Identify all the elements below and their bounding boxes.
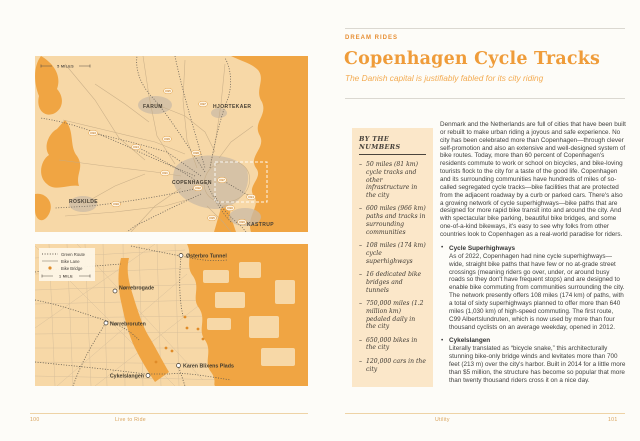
legend-bike-bridge-label: Bike Bridge [61, 265, 83, 271]
city-map-legend [39, 248, 95, 281]
route-badge: C94 [248, 195, 254, 200]
section-body: As of 2022, Copenhagen had nine cycle superhighways—wide, straight bike paths that have few or no at-grade street crossings (meaning riders go over, under, or around busy roads so they don't have frequent stops) and are designed to enable bike commuting from communities surrounding the city. The network presently offers 108 miles (174 km) of paths, with a total of sixty superhighways planned to offer more than 640 miles (1,030 km) of high-speed commuting. The first route, C99 Albertslundruten, which is now used by more than four thousand cyclists on an average weekday, opened in 2012. [449, 252, 625, 331]
route-badge: C99 [227, 206, 233, 211]
route-badge: C90 [239, 220, 245, 225]
page-subtitle: The Danish capital is justifiably fabled for its city riding [345, 73, 544, 83]
route-badge: C96 [164, 137, 170, 142]
by-the-numbers-item: – 16 dedicated bike bridges and tunnels [359, 271, 426, 294]
map-label-roskilde: ROSKILDE [69, 199, 99, 205]
route-badge: C97 [219, 178, 225, 183]
by-the-numbers-item: – 600 miles (966 km) paths and tracks in surrounding communities [359, 205, 426, 236]
route-badge: C92 [195, 186, 201, 191]
map-label-norrebrogade: Nørrebrogade [119, 285, 155, 292]
map-label-karen-blixens-plads: Karen Blixens Plads [183, 363, 234, 370]
header-top-rule [345, 28, 625, 29]
route-badge: C93 [90, 131, 96, 136]
map-label-cykelslangen: Cykelslangen [109, 373, 144, 380]
route-badge: C95 [209, 216, 215, 221]
footer-rule-right [345, 413, 625, 414]
by-the-numbers-item: – 650,000 bikes in the city [359, 337, 426, 353]
map-label-hjortekaer: HJORTEKAER [213, 104, 252, 110]
article-section [440, 337, 626, 384]
article-intro: Denmark and the Netherlands are full of cities that have been built or rebuilt to make urban riding a joyous and safe experience. No city has been celebrated more than Copenhagen—through clever self-promotion and also an extensive and well-designed system of bike routes. Today, more than 60 percent of Copenhagen's residents commute to work or school on bicycles, and bike-loving tourists flock to the city for a taste of the good life. Copenhagen and its surrounding communities have hundreds of miles of so-called segregated cycle tracks—bike facilities that are protected from the adjacent roadway by a curb or parked cars. There's also a growing network of cycle superhighways—bike paths that are designed for more rapid bike transit into and around the city. And with spectacular bike parking, beautiful bike bridges, and some one-of-a-kind bikeways, it's easy to see why folks from other countries look to Copenhagen as a real-world paradise for riders. [440, 121, 626, 239]
header-bottom-rule [345, 98, 625, 99]
by-the-numbers-sidebar [352, 128, 433, 387]
page-title: Copenhagen Cycle Tracks [344, 49, 601, 69]
section-body: Literally translated as “bicycle snake,” this architecturally stunning bike-only bridge winds and levitates more than 700 feet (213 m) over the city's harbor. Built in 2014 for a little more than $5 million, the structure has become so popular that more than twenty thousand riders cross it on a nice day. [449, 345, 626, 384]
map-label-copenhagen: COPENHAGEN [172, 180, 212, 186]
map-label-osterbro-tunnel: Østerbro Tunnel [186, 253, 227, 260]
article-body [440, 121, 626, 385]
route-badge: C97 [200, 102, 206, 107]
map-label-farum: FARUM [143, 104, 163, 110]
map-label-kastrup: KASTRUP [247, 222, 274, 228]
region-map [35, 56, 308, 232]
city-map [35, 244, 308, 386]
running-title-right: Utility [435, 417, 450, 423]
route-badge: C94 [133, 145, 139, 150]
section-heading: • Cykelslangen [449, 337, 491, 345]
route-badge: C98 [193, 151, 199, 156]
region-map-scale-label: 5 MILES [57, 64, 74, 69]
by-the-numbers-item: – 108 miles (174 km) cycle superhighways [359, 242, 426, 265]
page-number-right: 101 [608, 417, 618, 423]
by-the-numbers-item: – 750,000 miles (1.2 million km) pedaled daily in the city [359, 300, 426, 331]
running-title-left: Live to Ride [115, 417, 146, 423]
route-badge: C99 [113, 202, 119, 207]
legend-green-route-label: Green Route [61, 251, 85, 257]
route-badge: C91 [162, 171, 168, 176]
map-label-norrebroruten: Nørrebroruten [110, 321, 146, 328]
article-section [440, 245, 626, 332]
section-kicker: DREAM RIDES [345, 35, 399, 41]
by-the-numbers-item: – 120,000 cars in the city [359, 358, 426, 374]
section-heading: • Cycle Superhighways [449, 244, 516, 252]
city-map-scale-label: 1 MILE [58, 274, 74, 279]
footer-rule-left [30, 413, 308, 414]
legend-bike-bridge-dot [48, 266, 51, 269]
by-the-numbers-item: – 50 miles (81 km) cycle tracks and other infrastructure in the city [359, 161, 426, 200]
route-badge: C95 [165, 89, 171, 94]
by-the-numbers-title: BY THE NUMBERS [359, 135, 426, 155]
legend-bike-lane-label: Bike Lane [61, 258, 80, 264]
page-number-left: 100 [30, 417, 40, 423]
